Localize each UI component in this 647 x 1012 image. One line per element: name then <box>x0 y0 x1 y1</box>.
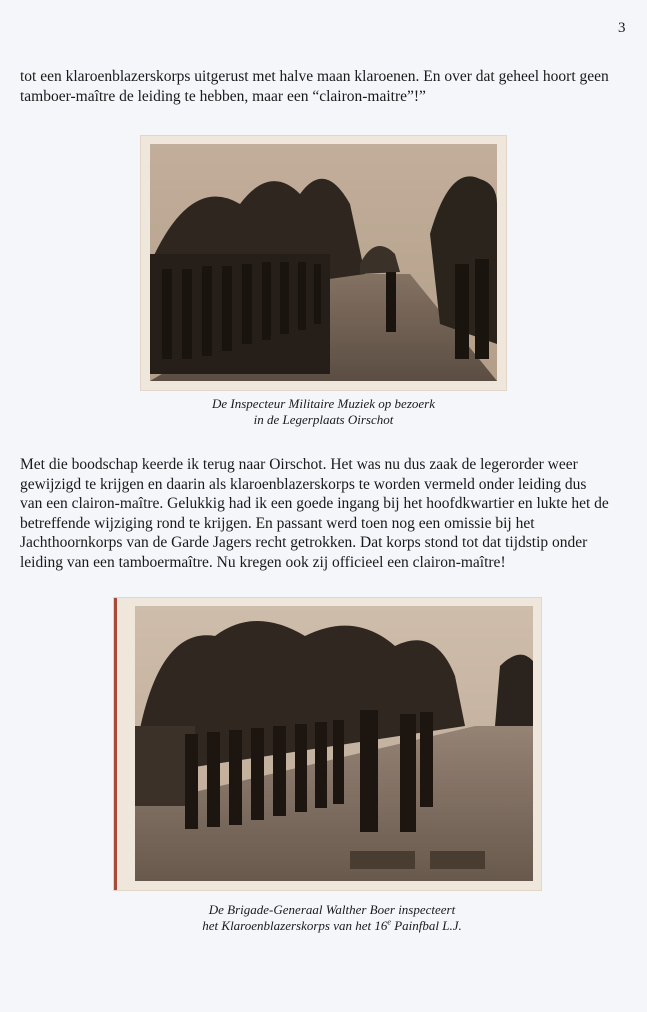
caption-line: De Brigade-Generaal Walther Boer inspecteert <box>208 902 456 917</box>
photo-brigade-general-caption <box>120 902 544 934</box>
caption-line <box>120 918 544 934</box>
page-number: 3 <box>618 20 626 36</box>
caption-line: De Inspecteur Militaire Muziek op bezoerk <box>212 396 435 411</box>
photo-brigade-general-inspection <box>114 598 541 890</box>
photo-brigade-general-inspection-image <box>135 606 533 881</box>
photo-inspection-visit-image <box>150 144 497 381</box>
paragraph-intro: tot een klaroenblazerskorps uitgerust met halve maan klaroenen. En over dat geheel hoort geen tamboer-maître de leiding te hebben, maar een “clairon-maitre”!” <box>20 68 609 105</box>
photo-inspection-visit-caption <box>141 396 506 428</box>
caption-text: Painfbal L.J. <box>390 918 462 933</box>
caption-line: in de Legerplaats Oirschot <box>253 412 394 427</box>
paragraph-main: Met die boodschap keerde ik terug naar Oirschot. Het was nu dus zaak de legerorder weer gewijzigd te krijgen en daarin als klaroenblazerskorps te worden vermeld onder leiding dus van een clairon-maître. Gelukkig had ik een goede ingang bij het hoofdkwartier en lukte het de betreffende wijziging rond te krijgen. En passant werd toen nog een omissie bij het Jachthoornkorps van de Garde Jagers recht getrokken. Dat korps stond tot dat tijdstip onder leiding van een tamboermaître. Nu kregen ook zij officieel een clairon-maître! <box>20 456 609 571</box>
caption-text: het Klaroenblazerskorps van het 16 <box>202 918 388 933</box>
ordinal-superscript: e <box>387 917 391 927</box>
photo-inspection-visit <box>141 136 506 390</box>
